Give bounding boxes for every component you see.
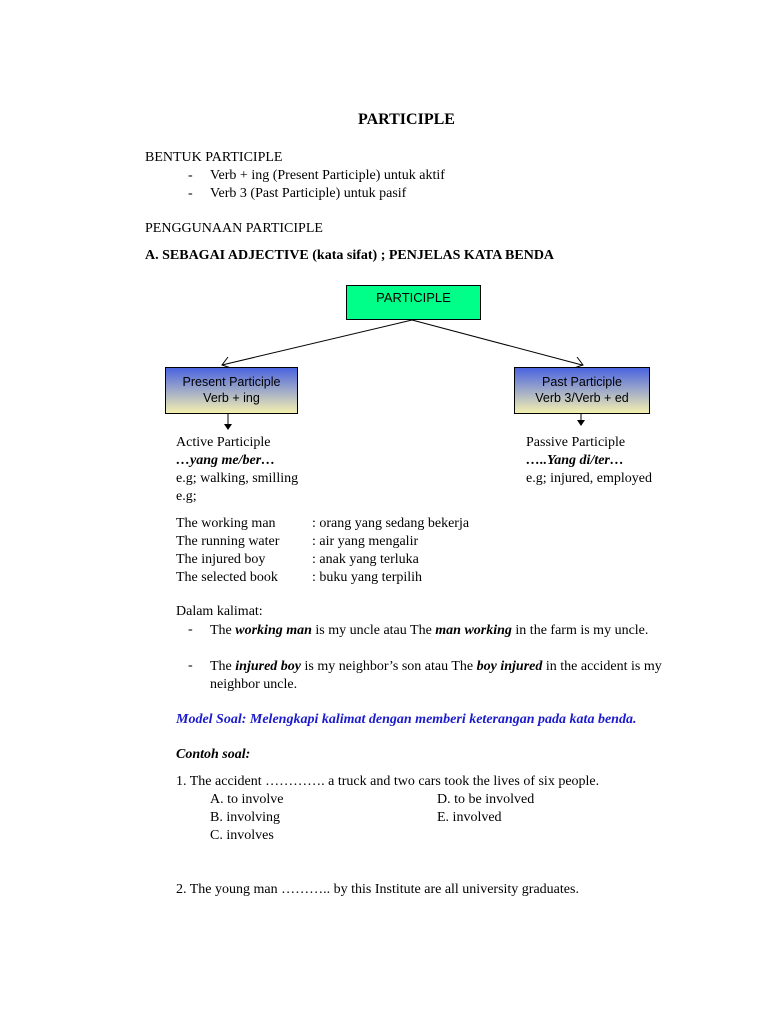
sentence-1 bbox=[210, 622, 680, 640]
sentence-1-emph: working man bbox=[235, 623, 312, 638]
diagram-root-label: PARTICIPLE bbox=[376, 290, 451, 305]
bullet-dash: - bbox=[188, 186, 193, 201]
active-pattern: …yang me/ber… bbox=[176, 453, 276, 468]
phrase-en-4: The selected book bbox=[176, 570, 278, 585]
question-1: 1. The accident …………. a truck and two cars took the lives of six people. bbox=[176, 774, 600, 789]
passive-title: Passive Participle bbox=[526, 435, 626, 450]
penggunaan-heading: PENGGUNAAN PARTICIPLE bbox=[145, 221, 323, 236]
phrase-en-3: The injured boy bbox=[176, 552, 266, 567]
phrase-en-2: The running water bbox=[176, 534, 280, 549]
sentence-2-emph: boy injured bbox=[476, 659, 543, 674]
bentuk-item-text: Verb + ing (Present Participle) untuk aktif bbox=[210, 168, 445, 183]
phrase-id-4: : buku yang terpilih bbox=[312, 570, 423, 585]
phrase-id-3: : anak yang terluka bbox=[312, 552, 419, 567]
arrow-down-left-icon bbox=[224, 424, 232, 430]
q1-option-e: E. involved bbox=[437, 810, 502, 825]
q1-option-c: C. involves bbox=[210, 828, 274, 843]
sentence-1-part: The bbox=[210, 623, 236, 638]
q1-option-d: D. to be involved bbox=[437, 792, 535, 807]
past-participle-formula: Verb 3/Verb + ed bbox=[535, 391, 629, 405]
sentence-2-part: The bbox=[210, 659, 236, 674]
section-a-heading: A. SEBAGAI ADJECTIVE (kata sifat) ; PENJELAS KATA BENDA bbox=[145, 248, 555, 263]
passive-pattern: …..Yang di/ter… bbox=[526, 453, 624, 468]
sentence-2-part: is my neighbor’s son atau The bbox=[301, 659, 477, 674]
contoh-soal-heading: Contoh soal: bbox=[176, 747, 251, 762]
dalam-kalimat-label: Dalam kalimat: bbox=[176, 604, 263, 619]
present-participle-formula: Verb + ing bbox=[203, 391, 260, 405]
connector-right bbox=[412, 320, 582, 365]
diagram-root-box bbox=[346, 285, 481, 320]
connector-left bbox=[222, 320, 412, 365]
diagram-connectors bbox=[0, 0, 768, 440]
sentence-1-bullet: - bbox=[188, 622, 193, 637]
sentence-2-bullet: - bbox=[188, 658, 193, 673]
phrase-en-1: The working man bbox=[176, 516, 276, 531]
sentence-2 bbox=[210, 658, 680, 694]
model-soal: Model Soal: Melengkapi kalimat dengan memberi keterangan pada kata benda. bbox=[176, 712, 637, 727]
sentence-1-emph: man working bbox=[435, 623, 512, 638]
phrase-id-2: : air yang mengalir bbox=[312, 534, 419, 549]
bullet-dash: - bbox=[188, 168, 193, 183]
active-example: e.g; walking, smilling bbox=[176, 471, 299, 486]
page-title: PARTICIPLE bbox=[358, 111, 455, 128]
sentence-2-part: in the accident is my neighbor uncle. bbox=[210, 659, 662, 692]
active-title: Active Participle bbox=[176, 435, 271, 450]
passive-example: e.g; injured, employed bbox=[526, 471, 652, 486]
q1-option-a: A. to involve bbox=[210, 792, 284, 807]
sentence-1-part: is my uncle atau The bbox=[311, 623, 436, 638]
sentence-1-part: in the farm is my uncle. bbox=[511, 623, 649, 638]
present-participle-label: Present Participle bbox=[182, 375, 281, 389]
q1-option-b: B. involving bbox=[210, 810, 281, 825]
phrase-id-1: : orang yang sedang bekerja bbox=[312, 516, 470, 531]
bentuk-heading: BENTUK PARTICIPLE bbox=[145, 150, 283, 165]
diagram-left-box bbox=[165, 367, 298, 414]
question-2: 2. The young man ……….. by this Institute are all university graduates. bbox=[176, 882, 579, 897]
active-example-2: e.g; bbox=[176, 489, 197, 504]
sentence-2-emph: injured boy bbox=[235, 659, 301, 674]
diagram-right-box bbox=[514, 367, 650, 414]
bentuk-item-text: Verb 3 (Past Participle) untuk pasif bbox=[210, 186, 407, 201]
arrow-down-right-icon bbox=[577, 420, 585, 426]
past-participle-label: Past Participle bbox=[542, 375, 622, 389]
